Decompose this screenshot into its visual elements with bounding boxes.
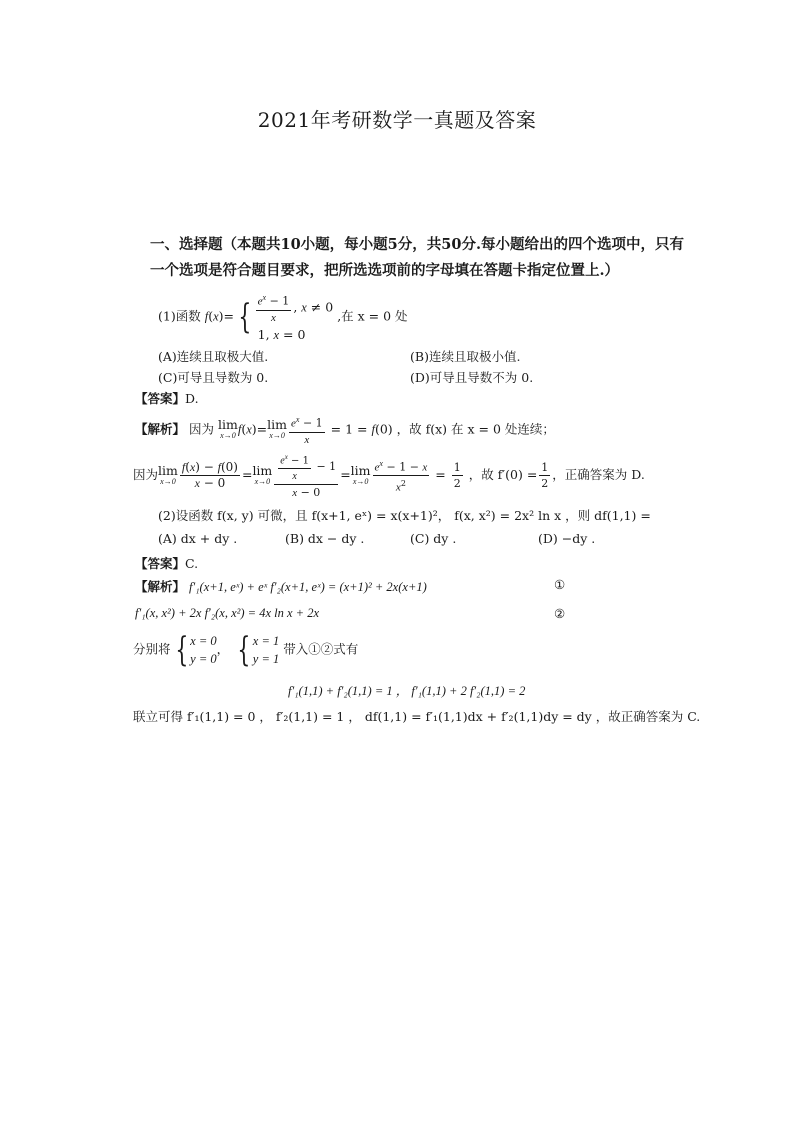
q1-option-a: (A)连续且取极大值.: [158, 349, 269, 364]
q2-eq2-number: ②: [554, 606, 566, 621]
q1-analysis-line1: 【解析】 因为 lim x→0 f(x)=lim x→0 $\frac{e^x - 1}{x}$ = 1 = f(0) ，故 f(x) 在 x = 0 处连续；: [135, 412, 555, 448]
q2-case2-x: x = 1: [252, 634, 280, 648]
q2-option-c: (C) dy .: [410, 531, 457, 546]
q2-case1-x: x = 0: [190, 634, 217, 648]
q2-analysis-label: 【解析】: [135, 579, 186, 594]
section-heading: 一、选择题（本题共10小题，每小题5分，共50分.每小题给出的四个选项中，只有一个选项是符合题目要求，把所选选项前的字母填在答题卡指定位置上.）: [150, 236, 684, 279]
q1-analysis2-end: ，正确答案为 D.: [552, 467, 645, 483]
q2-answer: [135, 554, 198, 572]
q2-sub-suffix: 带入①②式有: [283, 641, 359, 657]
q1-analysis1-suffix: ，故 f(x) 在 x = 0 处连续；: [396, 421, 555, 437]
q2-eq1: f′₁(x+1, eˣ) + eˣ f′₂(x+1, eˣ) = (x+1)² + 2x(x+1): [189, 580, 427, 594]
q1-answer-label: 【答案】: [135, 391, 186, 406]
q1-stem-prefix: (1)函数: [158, 308, 201, 324]
q2-system: f′₁(1,1) + f′₂(1,1) = 1 ， f′₁(1,1) + 2 f′₂(1,1) = 2: [288, 684, 526, 698]
q1-analysis2-suffix: ，故 f′(0) =: [468, 467, 538, 483]
q2-option-d: (D) −dy .: [538, 531, 596, 546]
q1-answer: [135, 389, 199, 407]
q2-case2-y: y = 1: [252, 652, 280, 666]
q2-substitution: 分别将 { x = 0 y = 0 ， { x = 1 y = 1 带入①②式有: [133, 630, 359, 670]
q2-answer-label: 【答案】: [135, 556, 186, 571]
q1-analysis1-prefix: 因为: [189, 421, 215, 437]
q2-option-a: (A) dx + dy .: [158, 531, 238, 546]
q1-stem-suffix: ,在 x = 0 处: [337, 308, 408, 324]
q2-sub-prefix: 分别将: [133, 641, 171, 657]
q2-stem: (2)设函数 f(x, y) 可微，且 f(x+1, eˣ) = x(x+1)²， f(x, x²) = 2x² ln x ，则 df(1,1) =: [158, 508, 651, 523]
q2-eq1-number: ①: [554, 577, 566, 592]
q1-stem: (1)函数 f(x)= { $\frac{e^x - 1}{x}$ , x ≠ 0 1, x = 0 ,在 x = 0 处: [158, 290, 408, 344]
q2-answer-value: C.: [185, 556, 199, 571]
q2-eq2: f′₁(x, x²) + 2x f′₂(x, x²) = 4x ln x + 2x: [135, 606, 320, 620]
q1-option-b: (B)连续且取极小值.: [410, 349, 521, 364]
q1-option-c: (C)可导且导数为 0.: [158, 370, 269, 385]
q2-option-b: (B) dx − dy .: [285, 531, 365, 546]
q2-conclusion: 联立可得 f′₁(1,1) = 0 ， f′₂(1,1) = 1 ， df(1,1) = f′₁(1,1)dx + f′₂(1,1)dy = dy ，故正确答案为 C.: [133, 709, 701, 724]
q1-option-d: (D)可导且导数不为 0.: [410, 370, 534, 385]
q1-analysis-label: 【解析】: [135, 421, 186, 437]
q2-case1-y: y = 0: [190, 652, 217, 666]
page-title: 2021年考研数学一真题及答案: [257, 108, 537, 132]
q2-analysis-eq1: [135, 577, 427, 595]
q1-analysis-line2: 因为lim x→0 $\frac{f(x) - f(0)}{x - 0}$ =lim x→0 $\frac{e^x - 1}{x}$ − 1 x − 0 =lim x→0 $\frac{e^x - 1 - x}{x^2}$ = $\frac{1}{2}$ ，故 f′(0) = $\frac{1}{2}$ ，正确答案为 D.: [133, 450, 645, 501]
q1-answer-value: D.: [185, 391, 199, 406]
q1-analysis2-prefix: 因为: [133, 467, 159, 483]
